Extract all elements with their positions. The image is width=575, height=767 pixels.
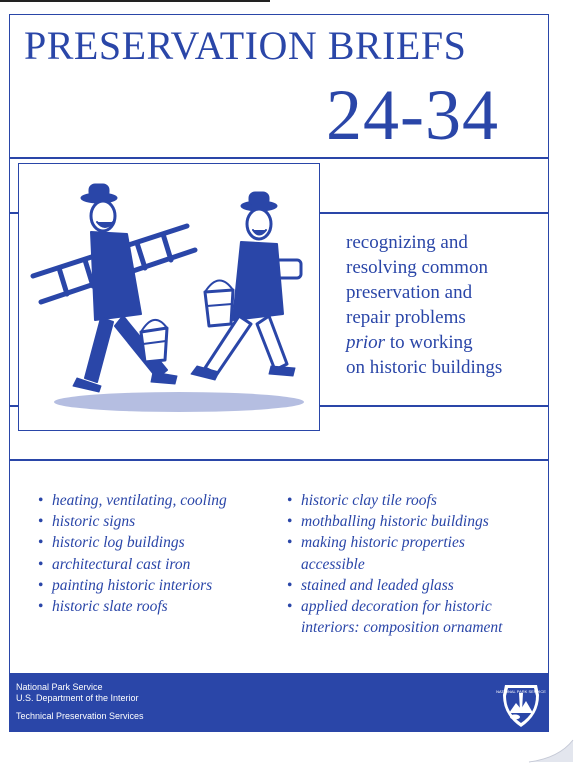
- list-item: [287, 575, 503, 596]
- desc-line: repair problems: [346, 307, 466, 328]
- desc-line: preservation and: [346, 282, 473, 303]
- list-item: • historic slate roofs: [38, 596, 227, 617]
- desc-line: resolving common: [346, 257, 488, 278]
- desc-line-rest: to working: [385, 332, 473, 353]
- rule-mid-right: [319, 212, 549, 214]
- footer-band: [9, 673, 549, 732]
- workmen-drawing-icon: [19, 164, 319, 430]
- desc-emphasis: prior: [346, 332, 386, 353]
- list-item: • historic signs: [38, 511, 227, 532]
- scan-edge-mark: [0, 0, 270, 2]
- list-item: [287, 490, 503, 511]
- list-item: [287, 511, 503, 532]
- list-item-continuation: interiors: composition ornament: [301, 619, 503, 637]
- list-item: [287, 596, 503, 638]
- cover-title: PRESERVATION BRIEFS: [24, 23, 467, 68]
- list-item: • architectural cast iron: [38, 554, 227, 575]
- list-item-text: making historic properties: [301, 534, 465, 552]
- rule-top: [9, 157, 549, 159]
- program-name: Technical Preservation Services: [16, 711, 144, 721]
- page-curl-icon: [529, 740, 573, 762]
- agency-name: National Park Service: [16, 682, 103, 692]
- list-item-continuation: accessible: [301, 555, 365, 573]
- rule-low-right: [319, 405, 549, 407]
- desc-line: [346, 330, 502, 355]
- list-item: • historic log buildings: [38, 532, 227, 553]
- brief-number-range: 24-34: [326, 75, 499, 155]
- badge-text: NATIONAL PARK SERVICE: [496, 689, 546, 694]
- list-item-text: historic clay tile roofs: [301, 492, 437, 509]
- list-item: • painting historic interiors: [38, 575, 227, 596]
- topic-list-left: [38, 490, 227, 617]
- list-item: • heating, ventilating, cooling: [38, 490, 227, 511]
- illustration-workmen: [18, 163, 320, 431]
- desc-line: recognizing and: [346, 232, 468, 253]
- rule-section: [9, 459, 549, 461]
- list-item-text: mothballing historic buildings: [301, 513, 489, 531]
- department-name: U.S. Department of the Interior: [16, 693, 139, 703]
- list-item-text: applied decoration for historic: [301, 598, 492, 616]
- list-item-text: stained and leaded glass: [301, 576, 454, 594]
- list-item: [287, 532, 503, 574]
- cover-description: [346, 230, 502, 380]
- nps-arrowhead-icon: [496, 681, 546, 729]
- topic-list-right: [287, 490, 503, 638]
- desc-line: on historic buildings: [346, 357, 503, 378]
